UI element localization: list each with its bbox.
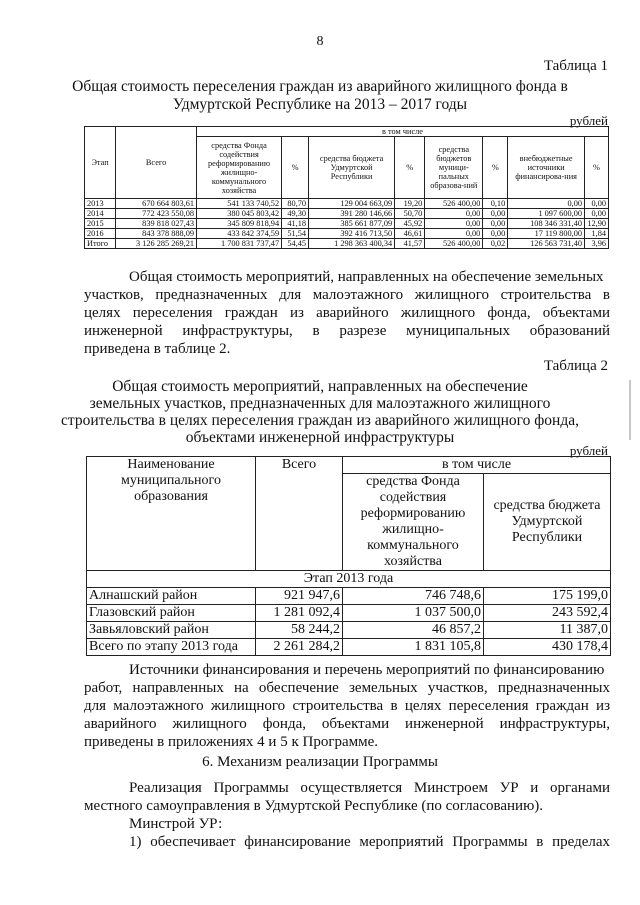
table1-extra: 0,00 (508, 199, 585, 209)
table2-header-republic: средства бюджета Удмуртской Республики (484, 474, 611, 571)
para2-line3: для малоэтажного жилищного строительства в целях переселения граждан из (84, 698, 610, 714)
table2-title-line3: строительства в целях переселения граждан из аварийного жилищного фонда, (61, 412, 579, 429)
table1-header-republic: средства бюджета Удмуртской Республики (309, 137, 395, 199)
table1-header-municipal: средства бюджетов муници-пальных образова-ний (425, 137, 483, 199)
para2-line2: работ, направленных на обеспечение земельных участков, предназначенных (84, 680, 610, 696)
para1-line3: целях переселения граждан из аварийного жилищного фонда, объектами (84, 305, 610, 321)
table1-title-line2: Удмуртской Республике на 2013 – 2017 годы (172, 96, 468, 113)
para2-line4: аварийного жилищного фонда, объектами инженерной инфраструктуры, (84, 716, 610, 732)
table1-extra-pct: 0,00 (585, 209, 609, 219)
table2-header-name: Наименование муниципального образования (87, 457, 256, 571)
table-row (85, 229, 609, 239)
table1-header-including: в том числе (197, 127, 609, 137)
table-row (87, 605, 611, 622)
para1-line1: Общая стоимость мероприятий, направленных на обеспечение земельных (129, 269, 604, 285)
table2-name: Глазовский район (87, 605, 256, 622)
table1-municipal: 0,00 (425, 209, 483, 219)
table1-stage: 2015 (85, 219, 116, 229)
table2-header-total: Всего (256, 457, 343, 571)
table1-municipal: 0,00 (425, 229, 483, 239)
table1-municipal-pct: 0,00 (483, 219, 508, 229)
table1-total: 670 664 803,61 (116, 199, 197, 209)
table1-header-total: Всего (116, 127, 197, 199)
table1-stage: 2013 (85, 199, 116, 209)
para1-line4: инженерной инфраструктуры, в разрезе муниципальных образований (84, 323, 610, 339)
table2 (86, 456, 611, 656)
table1-stage: 2014 (85, 209, 116, 219)
table2-republic: 175 199,0 (484, 588, 611, 605)
table1-republic: 129 004 663,09 (309, 199, 395, 209)
table1-municipal-pct: 0,10 (483, 199, 508, 209)
table1-fund-pct: 51,54 (282, 229, 309, 239)
table-row (85, 219, 609, 229)
section-heading: 6. Механизм реализации Программы (202, 754, 438, 770)
table2-republic: 430 178,4 (484, 639, 611, 656)
para2-line1: Источники финансирования и перечень мероприятий по финансированию (129, 662, 605, 678)
table1-republic: 385 661 877,09 (309, 219, 395, 229)
table1-republic-pct: 19,20 (395, 199, 425, 209)
table1-fund-pct: 49,30 (282, 209, 309, 219)
table2-title-line1: Общая стоимость мероприятий, направленных на обеспечение (112, 378, 528, 395)
table1-republic: 392 416 713,50 (309, 229, 395, 239)
table2-name: Завьяловский район (87, 622, 256, 639)
table-row (85, 239, 609, 249)
table1-unit: рублей (569, 113, 608, 128)
table1-municipal: 526 400,00 (425, 239, 483, 249)
table1-header-stage: Этап (85, 127, 116, 199)
table1 (84, 126, 609, 249)
table1-header-pct: % (483, 137, 508, 199)
table1-republic: 391 280 146,66 (309, 209, 395, 219)
page-number: 8 (316, 34, 324, 49)
table1-extra: 1 097 600,00 (508, 209, 585, 219)
scan-edge-line (629, 380, 631, 440)
table-row (85, 199, 609, 209)
table1-total: 772 423 550,08 (116, 209, 197, 219)
table1-fund: 380 045 803,42 (197, 209, 282, 219)
table1-municipal-pct: 0,00 (483, 229, 508, 239)
table1-municipal: 526 400,00 (425, 199, 483, 209)
table-row (87, 622, 611, 639)
table1-total: 839 818 027,43 (116, 219, 197, 229)
table1-title-line1: Общая стоимость переселения граждан из аварийного жилищного фонда в (72, 78, 568, 95)
table1-stage: 2016 (85, 229, 116, 239)
table1-extra-pct: 3,96 (585, 239, 609, 249)
table1-fund-pct: 80,70 (282, 199, 309, 209)
table1-republic-pct: 46,61 (395, 229, 425, 239)
table1-extra-pct: 12,90 (585, 219, 609, 229)
table1-fund-pct: 41,18 (282, 219, 309, 229)
table1-fund: 541 133 740,52 (197, 199, 282, 209)
para2-line5: приведены в приложениях 4 и 5 к Программе. (84, 734, 379, 750)
table1-header-pct: % (395, 137, 425, 199)
table1-total: 843 378 888,09 (116, 229, 197, 239)
section-para3: 1) обеспечивает финансирование мероприятий Программы в пределах (129, 834, 610, 850)
table2-fund: 746 748,6 (343, 588, 484, 605)
table1-extra: 108 346 331,40 (508, 219, 585, 229)
table1-republic-pct: 50,70 (395, 209, 425, 219)
table1-extra-pct: 0,00 (585, 199, 609, 209)
table2-header-fund: средства Фонда содействия реформированию жилищно-коммунального хозяйства (343, 474, 484, 571)
table2-total: 1 281 092,4 (256, 605, 343, 622)
para1-line2: участков, предназначенных для малоэтажного жилищного строительства в (84, 287, 610, 303)
table2-republic: 11 387,0 (484, 622, 611, 639)
section-para2: Минстрой УР: (129, 816, 223, 832)
table1-header-extra: внебюджетные источники финансирова-ния (508, 137, 585, 199)
table1-stage: Итого (85, 239, 116, 249)
table1-extra: 126 563 731,40 (508, 239, 585, 249)
table1-total: 3 126 285 269,21 (116, 239, 197, 249)
table1-municipal-pct: 0,02 (483, 239, 508, 249)
table2-title-line2: земельных участков, предназначенных для малоэтажного жилищного (89, 395, 551, 412)
table1-fund: 433 842 374,59 (197, 229, 282, 239)
table2-fund: 1 037 500,0 (343, 605, 484, 622)
table2-name: Алнашский район (87, 588, 256, 605)
table-row (85, 209, 609, 219)
table1-republic-pct: 41,57 (395, 239, 425, 249)
table2-name: Всего по этапу 2013 года (87, 639, 256, 656)
table1-municipal: 0,00 (425, 219, 483, 229)
table1-republic: 1 298 363 400,34 (309, 239, 395, 249)
table2-stage-row: Этап 2013 года (87, 571, 611, 588)
table1-fund: 1 700 831 737,47 (197, 239, 282, 249)
table2-unit: рублей (569, 443, 608, 458)
section-para1-line1: Реализация Программы осуществляется Минстроем УР и органами (129, 780, 610, 796)
para1-line5: приведена в таблице 2. (84, 341, 231, 357)
table1-extra: 17 119 800,00 (508, 229, 585, 239)
table-row (87, 588, 611, 605)
section-para1-line2: местного самоуправления в Удмуртской Республике (по согласованию). (84, 798, 544, 814)
table1-header-pct: % (282, 137, 309, 199)
table1-fund-pct: 54,45 (282, 239, 309, 249)
table2-title-line4: объектами инженерной инфраструктуры (185, 429, 455, 446)
table2-fund: 1 831 105,8 (343, 639, 484, 656)
table2-total: 58 244,2 (256, 622, 343, 639)
table1-header-fund: средства Фонда содействия реформированию жилищно-коммунального хозяйства (197, 137, 282, 199)
table1-label: Таблица 1 (543, 58, 608, 74)
table2-header-including: в том числе (343, 457, 611, 474)
table1-header-pct: % (585, 137, 609, 199)
table1-municipal-pct: 0,00 (483, 209, 508, 219)
table2-label: Таблица 2 (543, 358, 608, 374)
table2-total: 2 261 284,2 (256, 639, 343, 656)
table2-total: 921 947,6 (256, 588, 343, 605)
table2-republic: 243 592,4 (484, 605, 611, 622)
table-row (87, 639, 611, 656)
table1-extra-pct: 1,84 (585, 229, 609, 239)
table1-fund: 345 809 818,94 (197, 219, 282, 229)
table1-republic-pct: 45,92 (395, 219, 425, 229)
table2-fund: 46 857,2 (343, 622, 484, 639)
